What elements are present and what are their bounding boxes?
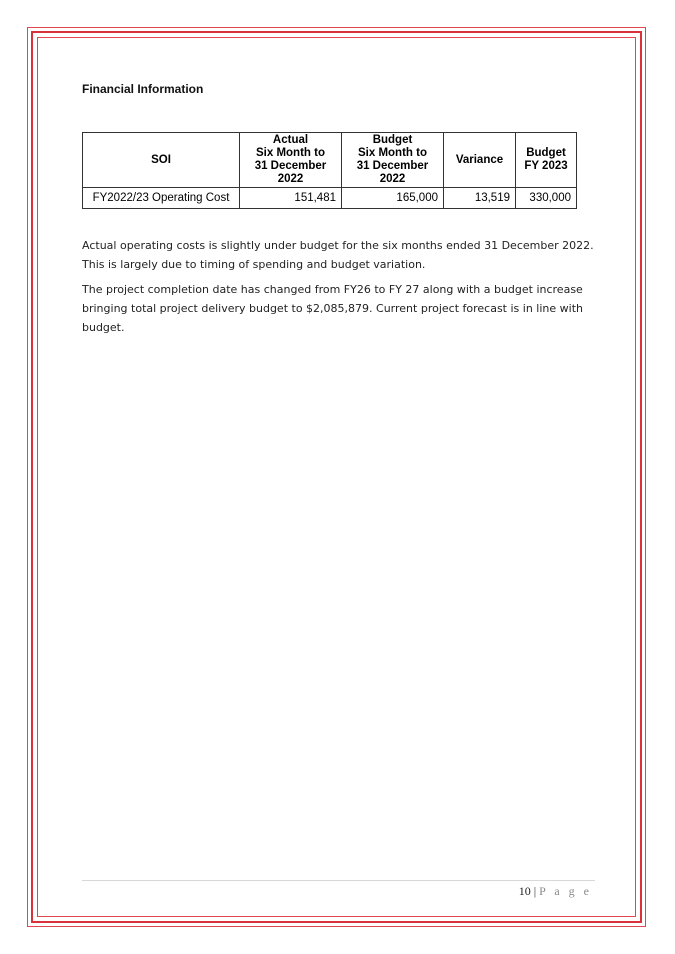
table-cell-budget-six-month: 165,000 <box>342 188 444 209</box>
financial-table <box>82 132 577 209</box>
col-header-variance <box>444 133 516 188</box>
col-header-soi-text: SOI <box>151 153 171 166</box>
page-number: 10 <box>518 884 531 898</box>
col-header-budget-fy-text: Budget FY 2023 <box>524 147 568 172</box>
col-header-budget-six-month <box>342 133 444 188</box>
col-header-budget-six-month-text: Budget Six Month to 31 December 2022 <box>356 134 429 185</box>
section-heading: Financial Information <box>82 82 204 96</box>
table-cell-actual: 151,481 <box>240 188 342 209</box>
table-cell-soi: FY2022/23 Operating Cost <box>83 188 240 209</box>
col-header-variance-text: Variance <box>455 153 504 166</box>
table-row <box>83 188 577 209</box>
col-header-soi <box>83 133 240 188</box>
col-header-actual <box>240 133 342 188</box>
paragraph-operating-costs: Actual operating costs is slightly under budget for the six months ended 31 December 2022. This is largely due to timing of spending and budget variation. <box>82 239 594 271</box>
col-header-actual-text: Actual Six Month to 31 December 2022 <box>254 134 327 185</box>
table-header-row <box>83 133 577 188</box>
col-header-budget-fy <box>516 133 577 188</box>
footer-separator: | <box>533 884 537 898</box>
table-cell-budget-fy: 330,000 <box>516 188 577 209</box>
table-cell-variance: 13,519 <box>444 188 516 209</box>
page-word: P a g e <box>539 884 592 898</box>
paragraph-project-completion: The project completion date has changed from FY26 to FY 27 along with a budget increase bringing total project delivery budget to $2,085,879. Current project forecast is in line with budget. <box>82 283 583 334</box>
page-footer <box>519 884 592 899</box>
footer-divider <box>82 880 595 881</box>
